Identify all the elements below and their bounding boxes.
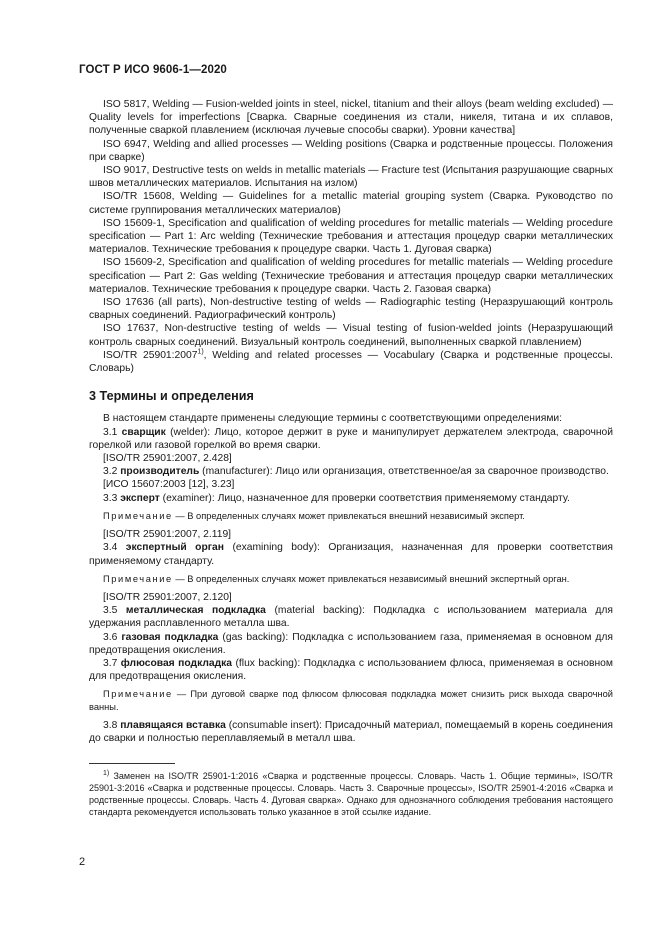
section-intro: В настоящем стандарте применены следующие термины с соответствующими определениями: [103,413,563,425]
term-text: (examining body): Организация, назначенная для проверки соответствия применяемому стандарту. [89,542,613,567]
term-number: 3.3 [103,492,118,504]
term-name: металлическая подкладка [125,605,266,617]
term-definition [89,465,613,478]
term-text: (flux backing): Подкладка с использованием флюса, применяемая в основном для предотвращения окисления. [89,657,613,683]
term-text: (gas backing): Подкладка с использованием газа, применяемая в основном для предотвращения окисления. [89,631,613,656]
document-header: ГОСТ Р ИСО 9606-1—2020 [79,64,227,76]
term-number: 3.1 [103,426,118,438]
footnote-mark: 1) [103,770,110,777]
reference-item-with-footnote [89,349,613,375]
reference-code: ISO/TR 25901:2007 [103,349,198,361]
term-source: [ISO/TR 25901:2007, 2.120] [103,591,232,603]
term-source: [ISO/TR 25901:2007, 2.428] [103,453,232,465]
term-text: (manufacturer): Лицо или организация, ответственное/ая за сварочное производство. [199,466,609,478]
term-name: газовая подкладка [121,631,219,643]
footnote-text: Заменен на ISO/TR 25901-1:2016 «Сварка и родственные процессы. Словарь. Часть 1. Общие термины», ISO/TR 25901-3:2016 «Сварка и родственные процессы. Словарь. Часть 3. Сварочные процессы», ISO/TR 25901-4:2016 «Сварка и родственные процессы. Словарь. Часть 4. Дуговая сварка». Однако для однозначного соблюдения требования настоящего стандарта рекомендуется использовать только указанное в этой ссылке издание. [89,771,613,818]
term-definition [89,719,613,745]
footnote-separator [89,763,175,764]
term-definition [89,604,613,630]
term-name: производитель [120,466,200,478]
reference-item: ISO 15609-1, Specification and qualification of welding procedures for metallic materials — Welding procedure specification — Part 1: Arc welding (Технические требования и аттестация процедур сварки металлических материалов. Технические требования к процедуре сварки. Часть 1. Дуговая сварка) [89,217,613,256]
reference-item: ISO 17636 (all parts), Non-destructive testing of welds — Radiographic testing (Неразрушающий контроль сварных соединений. Радиографический контроль) [89,297,613,322]
term-source: [ИСО 15607:2003 [12], 3.23] [103,479,235,491]
term-definition [89,657,613,683]
note-label: Примечание [103,573,173,584]
term-definition [89,492,613,505]
term-number: 3.6 [103,631,118,643]
term-name: эксперт [120,492,160,504]
term-text: (examiner): Лицо, назначенное для проверки соответствия применяемому стандарту. [159,492,570,504]
footnote-marker[interactable]: 1) [197,348,204,356]
term-definition [89,541,613,567]
term-text: (welder): Лицо, которое держит в руке и манипулирует держателем электрода, сварочной горелкой или газовой горелкой во время сварки. [89,426,613,451]
term-text: (consumable insert): Присадочный материал, помещаемый в корень соединения до сварки и полностью переплавляемый в металл шва. [89,719,613,744]
term-name: плавящаяся вставка [120,719,226,731]
reference-item: ISO 9017, Destructive tests on welds in metallic materials — Fracture test (Испытания разрушающие сварных швов металлических материалов. Испытания на излом) [89,165,613,190]
footnote [89,770,613,818]
term-source: [ISO/TR 25901:2007, 2.119] [103,529,232,541]
term-number: 3.5 [103,605,118,617]
note-label: Примечание [103,689,173,700]
reference-item: ISO 6947, Welding and allied processes — Welding positions (Сварка и родственные процессы. Положения при сварке) [89,138,613,163]
term-name: флюсовая подкладка [120,657,233,669]
term-number: 3.4 [103,542,118,554]
term-name: экспертный орган [125,542,224,554]
page-number: 2 [79,856,86,868]
reference-item: ISO 5817, Welding — Fusion-welded joints in steel, nickel, titanium and their alloys (beam welding excluded) — Quality levels for imperfections [Сварка. Сварные соединения из стали, никеля, титана и их сплавов, полученные сваркой плавлением (исключая лучевые способы сварки). Уровни качества] [89,99,613,137]
reference-item: ISO 15609-2, Specification and qualification of welding procedures for metallic materials — Welding procedure specification — Part 2: Gas welding (Технические требования и аттестация процедур сварки металлических материалов. Технические требования к процедуре сварки. Часть 2. Газовая сварка) [89,257,613,295]
main-content [89,98,613,745]
note-text: — При дуговой сварке под флюсом флюсовая подкладка может снизить риск выхода сварочной ванны. [89,689,613,712]
term-note [89,573,613,585]
reference-text: , Welding and related processes — Vocabulary (Сварка и родственные процессы. Словарь) [89,349,613,375]
note-label: Примечание [103,510,173,521]
section-title: 3 Термины и определения [89,389,254,404]
term-number: 3.2 [103,466,118,478]
reference-item: ISO 17637, Non-destructive testing of welds — Visual testing of fusion-welded joints (Неразрушающий контроль сварных соединений. Визуальный контроль соединений, выполненных сваркой плавлением) [89,323,613,348]
footnote-paragraph [89,770,613,818]
reference-item: ISO/TR 15608, Welding — Guidelines for a metallic material grouping system (Сварка. Руководство по системе группирования металлических материалов) [89,191,613,216]
term-note [89,688,613,712]
term-number: 3.7 [103,657,118,669]
term-text: (material backing): Подкладка с использованием материала для удержания расплавленного металла шва. [89,605,613,630]
term-note [89,510,613,522]
term-name: сварщик [121,426,166,438]
term-number: 3.8 [103,719,118,731]
note-text: — В определенных случаях может привлекаться независимый внешний экспертный орган. [172,573,570,584]
note-text: — В определенных случаях может привлекаться внешний независимый эксперт. [172,510,525,521]
term-definition [89,631,613,657]
term-definition [89,426,613,452]
